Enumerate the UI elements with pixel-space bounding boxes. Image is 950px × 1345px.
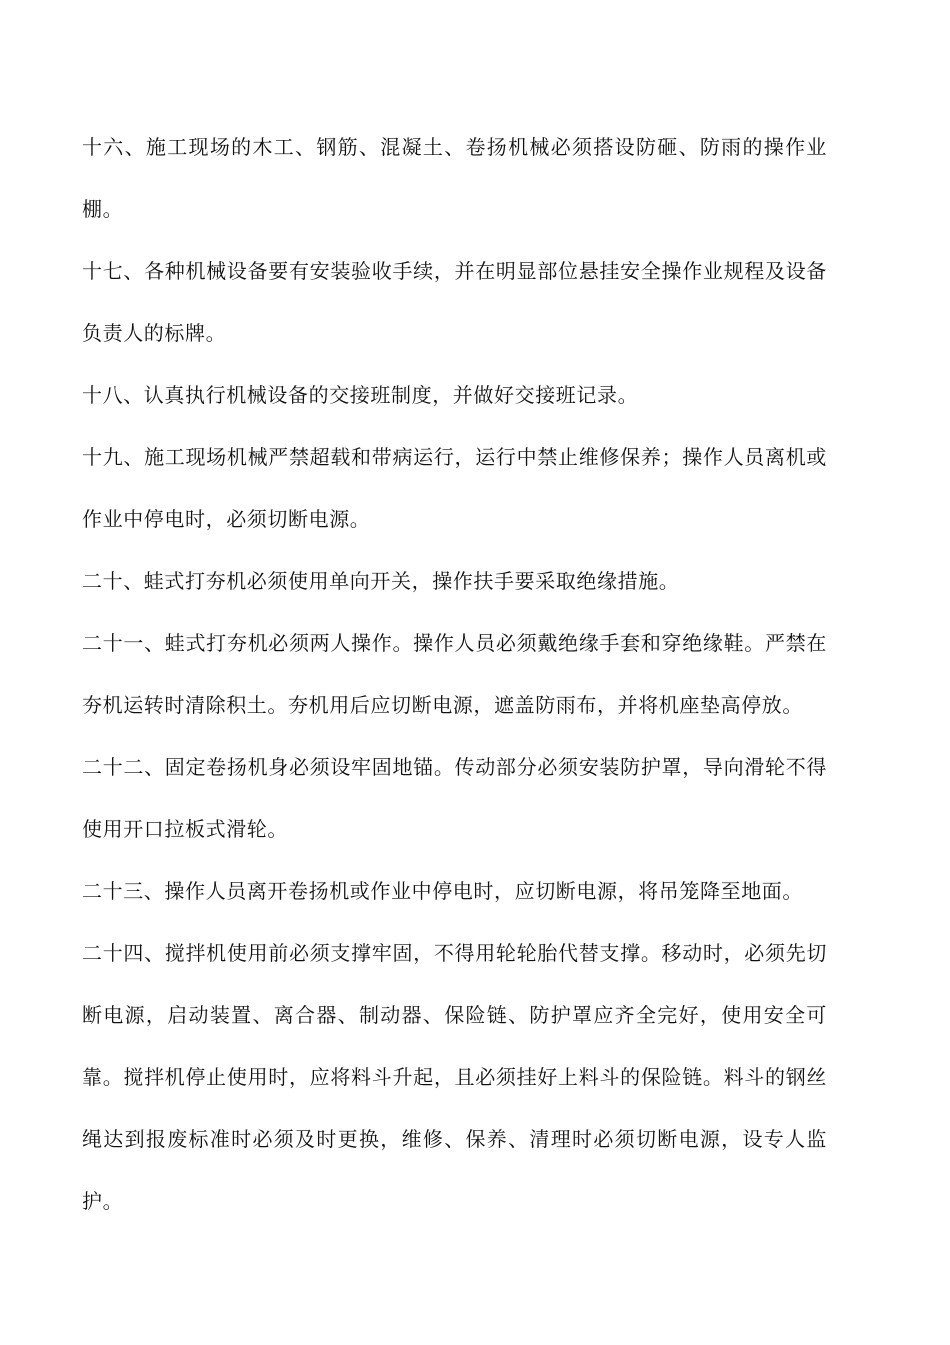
paragraph-20: 二十、蛙式打夯机必须使用单向开关，操作扶手要采取绝缘措施。 [82,569,680,593]
paragraph-23: 二十三、操作人员离开卷扬机或作业中停电时，应切断电源，将吊笼降至地面。 [82,879,803,903]
paragraph-24: 二十四、搅拌机使用前必须支撑牢固，不得用轮轮胎代替支撑。移动时，必须先切断电源，启动装置、离合器、制动器、保险链、防护罩应齐全完好，使用安全可靠。搅拌机停止使用时，应将料斗升起，且必须挂好上料斗的保险链。料斗的钢丝绳达到报废标准时必须及时更换，维修、保养、清理时必须切断电源，设专人监护。 [82,941,827,1213]
paragraph-18: 十八、认真执行机械设备的交接班制度，并做好交接班记录。 [82,383,639,407]
paragraph-16: 十六、施工现场的木工、钢筋、混凝土、卷扬机械必须搭设防砸、防雨的操作业棚。 [82,135,827,221]
document-body [82,116,827,1232]
paragraph-17: 十七、各种机械设备要有安装验收手续，并在明显部位悬挂安全操作业规程及设备负责人的标牌。 [82,259,827,345]
paragraph-19: 十九、施工现场机械严禁超载和带病运行，运行中禁止维修保养；操作人员离机或作业中停电时，必须切断电源。 [82,445,827,531]
paragraph-22: 二十二、固定卷扬机身必须设牢固地锚。传动部分必须安装防护罩，导向滑轮不得使用开口拉板式滑轮。 [82,755,827,841]
paragraph-21: 二十一、蛙式打夯机必须两人操作。操作人员必须戴绝缘手套和穿绝缘鞋。严禁在夯机运转时清除积土。夯机用后应切断电源，遮盖防雨布，并将机座垫高停放。 [82,631,827,717]
